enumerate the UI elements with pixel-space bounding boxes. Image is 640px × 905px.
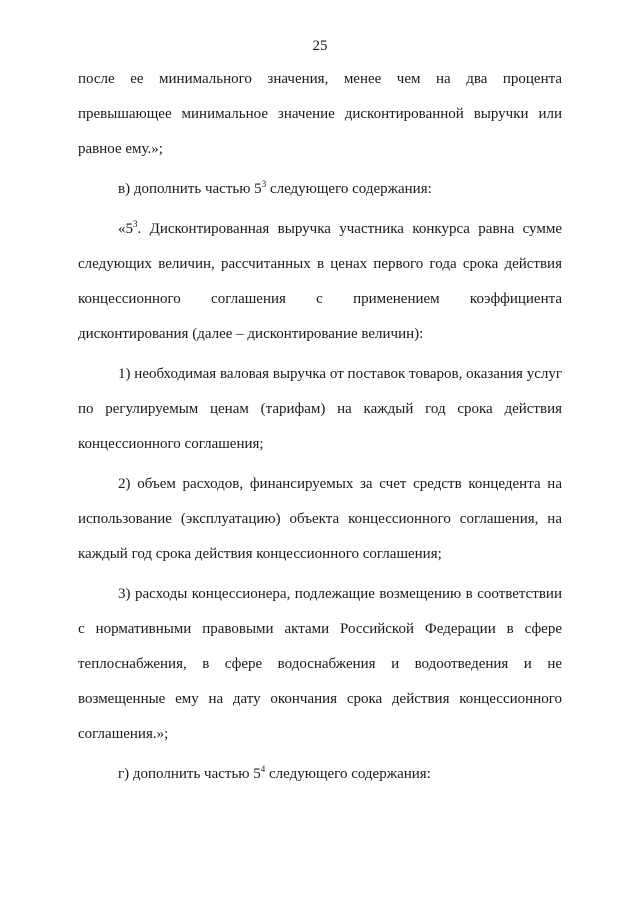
list-item-1 [78, 357, 562, 462]
text-line: использование (эксплуатацию) объекта концессионного соглашения, на [78, 511, 562, 527]
list-item-2 [78, 467, 562, 572]
paragraph-part-5-3 [78, 212, 562, 352]
text-fragment: г) дополнить частью 5 [118, 766, 261, 782]
page-number: 25 [312, 38, 328, 54]
document-body [78, 62, 562, 792]
superscript: 4 [260, 764, 266, 774]
text-line: теплоснабжения, в сфере водоснабжения и водоотведения и не [78, 656, 562, 672]
paragraph-amendment-v [78, 172, 562, 207]
superscript: 3 [133, 219, 138, 229]
text-line: дисконтирования (далее – дисконтирование величин): [78, 326, 424, 342]
text-fragment: следующего содержания: [265, 766, 431, 782]
superscript: 3 [261, 179, 267, 189]
text-fragment: . Дисконтированная выручка участника конкурса равна сумме [137, 221, 562, 237]
paragraph-continuation [78, 62, 562, 167]
text-line: с нормативными правовыми актами Российской Федерации в сфере [78, 621, 562, 637]
paragraph-amendment-g [78, 757, 562, 792]
text-line: по регулируемым ценам (тарифам) на каждый год срока действия [78, 401, 562, 417]
text-line: каждый год срока действия концессионного соглашения; [78, 546, 442, 562]
text-fragment: «5 [118, 221, 133, 237]
text-line [78, 172, 562, 207]
text-line [78, 757, 562, 792]
text-line: концессионного соглашения; [78, 436, 264, 452]
text-line: 3) расходы концессионера, подлежащие возмещению в соответствии [118, 586, 562, 602]
text-line: концессионного соглашения с применением коэффициента [78, 291, 562, 307]
text-line: 1) необходимая валовая выручка от поставок товаров, оказания услуг [118, 366, 562, 382]
text-fragment: в) дополнить частью 5 [118, 181, 262, 197]
text-line: после ее минимального значения, менее чем на два процента [78, 71, 562, 87]
text-line: соглашения.»; [78, 726, 169, 742]
text-line: равное ему.»; [78, 141, 163, 157]
list-item-3 [78, 577, 562, 752]
text-line: возмещенные ему на дату окончания срока действия концессионного [78, 691, 562, 707]
text-fragment: следующего содержания: [266, 181, 432, 197]
text-line [78, 212, 562, 247]
text-line: 2) объем расходов, финансируемых за счет средств концедента на [118, 476, 562, 492]
text-line: превышающее минимальное значение дисконтированной выручки или [78, 106, 562, 122]
text-line: следующих величин, рассчитанных в ценах первого года срока действия [78, 256, 562, 272]
